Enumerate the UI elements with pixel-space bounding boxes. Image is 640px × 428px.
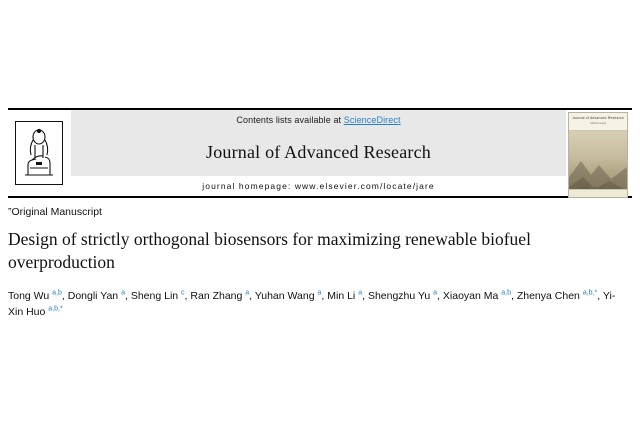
manuscript-type-label: ”Original Manuscript [8, 206, 102, 218]
author-name: Min Li [327, 290, 359, 303]
author-affiliation-mark: a [433, 289, 438, 297]
author-entry[interactable] [368, 290, 437, 302]
journal-cover-thumbnail [566, 110, 632, 196]
cover-artwork [569, 131, 627, 197]
author-separator: , [184, 290, 191, 303]
author-affiliation-mark: a [121, 289, 125, 297]
author-separator: , [61, 290, 68, 303]
author-entry[interactable] [517, 290, 597, 302]
author-affiliation-mark: a,b,* [48, 305, 63, 313]
author-entry[interactable] [327, 290, 362, 302]
author-list [8, 288, 620, 321]
author-name: Sheng Lin [130, 290, 182, 303]
author-separator: , [511, 290, 517, 303]
cover-header [569, 113, 627, 131]
author-separator: , [362, 290, 368, 303]
author-separator: , [321, 290, 328, 303]
contents-prefix: Contents lists available at [236, 115, 344, 125]
journal-title-area [71, 129, 566, 176]
publisher-logo [8, 110, 71, 196]
cover-title: Journal of Advanced Research [572, 116, 624, 120]
author-affiliation-mark: a [245, 289, 250, 297]
masthead-center [71, 110, 566, 196]
journal-homepage-line[interactable]: journal homepage: www.elsevier.com/locate/jare [71, 176, 566, 196]
cover-subtitle: Official Journal [590, 121, 606, 125]
article-header [8, 206, 632, 321]
author-separator: , [124, 290, 131, 303]
author-entry[interactable] [131, 290, 185, 302]
cover-footer [569, 189, 627, 197]
author-name: Tong Wu [8, 290, 53, 303]
logo-frame [15, 121, 63, 185]
author-separator: , [597, 290, 603, 303]
sciencedirect-link[interactable]: ScienceDirect [343, 115, 401, 125]
cover-landscape-icon [569, 131, 627, 197]
author-entry[interactable] [443, 290, 511, 302]
author-name: Shengzhu Yu [367, 290, 434, 303]
elsevier-tree-figure-icon [19, 125, 59, 181]
author-name: Yuhan Wang [254, 290, 318, 303]
author-affiliation-mark: a,b [52, 289, 62, 297]
author-name: Ran Zhang [190, 290, 246, 303]
author-affiliation-mark: c [181, 289, 185, 297]
journal-masthead [8, 108, 632, 198]
cover-image [568, 112, 628, 198]
page-title: Design of strictly orthogonal biosensors for maximizing renewable biofuel overproduction [8, 229, 531, 273]
journal-title: Journal of Advanced Research [205, 142, 432, 162]
author-separator: , [437, 290, 443, 303]
contents-list-line [71, 110, 566, 129]
author-entry[interactable] [190, 290, 249, 302]
author-entry[interactable] [68, 290, 125, 302]
author-affiliation-mark: a,b [501, 289, 511, 297]
author-affiliation-mark: a [317, 289, 322, 297]
author-affiliation-mark: a,b,* [582, 289, 598, 297]
author-name: Zhenya Chen [516, 290, 583, 303]
author-name: Yi-Xin Huo [8, 290, 616, 319]
author-separator: , [249, 290, 255, 303]
author-affiliation-mark: a [358, 289, 363, 297]
author-name: Xiaoyan Ma [442, 290, 502, 303]
author-entry[interactable] [8, 290, 62, 302]
author-entry[interactable] [255, 290, 322, 302]
author-name: Dongli Yan [67, 290, 122, 303]
